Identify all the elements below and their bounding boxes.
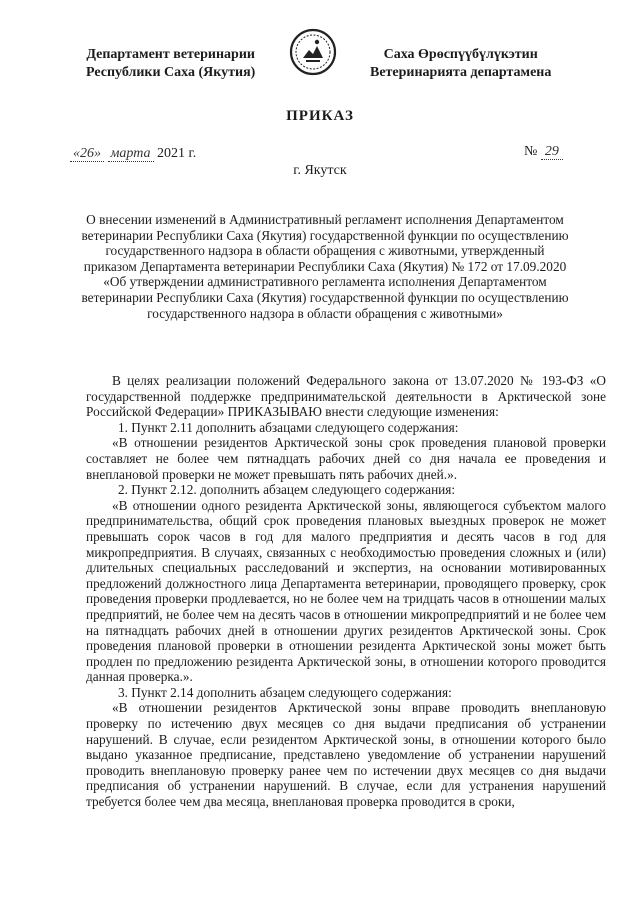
department-name-sah — [370, 46, 551, 82]
order-number-prefix: № — [524, 144, 538, 159]
department-name-ru-line2: Республики Саха (Якутия) — [86, 65, 256, 80]
body-paragraph: «В отношении резидентов Арктической зоны вправе проводить внеплановую проверку по истечению двух месяцев со дня выдачи предписания об устранении нарушений. В случае, если резидентом Арктической зоны, в отношении которого было выдано указанное предписание, представлено уведомление об устранении нарушений проводить внеплановую проверку ранее чем по истечении двух месяцев со дня выдачи предписания об устранении нарушений. В случае, если для устранения нарушений требуется более чем два месяца, внеплановая проверка проводится в сроки, — [86, 700, 606, 810]
body-paragraph: «В отношении резидентов Арктической зоны срок проведения плановой проверки составляет не более чем пятнадцать рабочих дней со дня начала ее проведения и внеплановой проверки не может превышать пять рабочих дней.». — [86, 435, 606, 482]
body-paragraph: 2. Пункт 2.12. дополнить абзацем следующего содержания: — [118, 482, 456, 498]
city-line: г. Якутск — [293, 163, 347, 178]
date-year: 2021 г. — [157, 146, 197, 161]
order-number-value: 29 — [541, 144, 563, 160]
body-paragraph: «В отношении одного резидента Арктической зоны, являющегося субъектом малого предпринимательства, общий срок проведения плановых выездных проверок не может превышать сорок часов в год для малого предприятия и десять часов в год для микропредприятия. В случаях, связанных с необходимостью проведения сложных и (или) длительных специальных расследований и экспертиз, на основании мотивированных предложений должностного лица Департамента ветеринарии, проводящего проверку, срок проведения проверки продлевается, но не более чем на тридцать часов в отношении малых предприятий, не более чем на десять часов в отношении микропредприятий и не более чем на пятнадцать рабочих дней в отношении других резидентов Арктической зоны. Срок проведения плановой проверки в отношении резидента Арктической зоны может быть продлен по предложению резидента Арктической зоны, в отношении которого проводится данная проверка.». — [86, 497, 606, 685]
department-name-sah-line2: Ветеринарията департамена — [370, 65, 552, 80]
coat-of-arms-emblem-icon — [289, 28, 337, 76]
body-paragraph: В целях реализации положений Федерального закона от 13.07.2020 № 193-ФЗ «О государственной поддержке предпринимательской деятельности в Арктической зоне Российской Федерации» ПРИКАЗЫВАЮ внести следующие изменения: — [86, 373, 606, 420]
department-name-ru — [86, 46, 255, 82]
date-month: марта — [108, 146, 154, 162]
department-name-ru-line1: Департамент ветеринарии — [86, 47, 255, 62]
document-title: ПРИКАЗ — [286, 108, 354, 124]
date-day: «26» — [70, 146, 104, 162]
order-body — [86, 373, 606, 810]
order-date — [70, 146, 196, 162]
body-paragraph: 1. Пункт 2.11 дополнить абзацами следующего содержания: — [118, 419, 459, 435]
body-paragraph: 3. Пункт 2.14 дополнить абзацем следующего содержания: — [118, 684, 452, 700]
order-number — [524, 144, 563, 160]
department-name-sah-line1: Саха Өрөспүүбүлүкэтин — [383, 47, 538, 62]
order-subject: О внесении изменений в Административный регламент исполнения Департаментом ветеринарии Республики Саха (Якутия) государственной функции по осуществлению государственного надзора в области обращения с животными, утвержденный приказом Департамента ветеринарии Республики Саха (Якутия) № 172 от 17.09.2020 «Об утверждении административного регламента исполнения Департаментом ветеринарии Республики Саха (Якутия) государственной функции по осуществлению государственного надзора в области обращения с животными» — [81, 212, 569, 321]
